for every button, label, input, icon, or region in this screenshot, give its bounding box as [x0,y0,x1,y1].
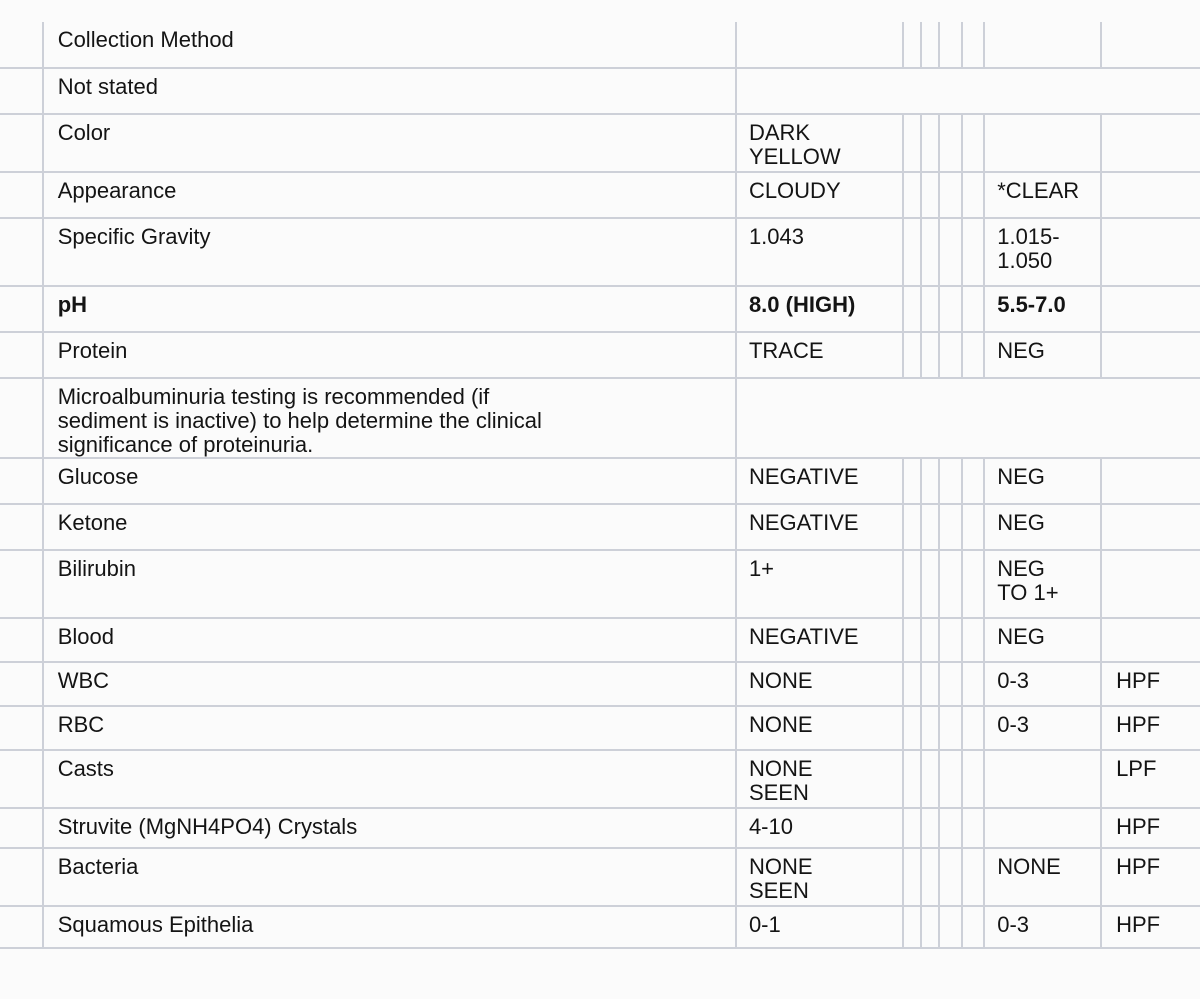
units: LPF [1116,756,1157,781]
reference-range: 0-3 [997,712,1030,737]
units: HPF [1116,668,1161,693]
reference-range: NEG [997,510,1045,535]
reference-range: 5.5-7.0 [997,292,1066,317]
test-result: 1.043 [748,224,804,249]
result-row [0,906,1200,948]
reference-range: NEG [997,338,1045,363]
result-row [0,172,1200,218]
result-row [0,114,1200,172]
test-result: CLOUDY [748,178,841,203]
units: HPF [1116,712,1161,737]
test-result: NEGATIVE [748,624,859,649]
reference-range: NEG [997,464,1045,489]
test-name: Blood [57,624,114,649]
test-result: NONE [748,668,813,693]
test-result: DARK YELLOW [748,120,841,169]
result-row [0,750,1200,808]
reference-range: 1.015- 1.050 [997,224,1060,273]
test-name: RBC [57,712,105,737]
test-name: Casts [57,756,114,781]
test-result: 4-10 [748,814,793,839]
test-result: NEGATIVE [748,510,859,535]
test-result: 8.0 (HIGH) [748,292,856,317]
test-name: Ketone [57,510,128,535]
test-result: 1+ [748,556,775,581]
test-name: Bacteria [57,854,139,879]
result-rows [0,114,1200,948]
test-result: TRACE [748,338,824,363]
reference-range: NEG [997,624,1045,649]
collection-method-label: Collection Method [57,27,234,52]
test-result: NEGATIVE [748,464,859,489]
collection-method-row [0,22,1200,68]
test-name: WBC [57,668,110,693]
urinalysis-table-wrap [0,22,1200,997]
reference-range: NONE [997,854,1061,879]
result-row [0,218,1200,286]
test-name: Specific Gravity [57,224,211,249]
test-name: Squamous Epithelia [57,912,254,937]
test-name: pH [57,292,88,317]
result-row [0,504,1200,550]
test-name: Color [57,120,111,145]
reference-range: 0-3 [997,912,1030,937]
test-name: Glucose [57,464,139,489]
test-result: NONE SEEN [748,854,813,903]
note-row [0,378,1200,458]
result-row [0,848,1200,906]
test-name: Protein [57,338,128,363]
test-name: Struvite (MgNH4PO4) Crystals [57,814,358,839]
result-row [0,618,1200,662]
test-name: Appearance [57,178,177,203]
test-result: NONE SEEN [748,756,813,805]
collection-value-row [0,68,1200,114]
result-row [0,458,1200,504]
result-row [0,706,1200,750]
note-text: Microalbuminuria testing is recommended (if sediment is inactive) to help determine the clinical significance of proteinuria. [57,384,542,457]
reference-range: 0-3 [997,668,1030,693]
collection-method-value: Not stated [57,74,158,99]
result-row [0,332,1200,378]
units: HPF [1116,854,1161,879]
result-row [0,550,1200,618]
reference-range: NEG TO 1+ [997,556,1059,605]
result-row [0,662,1200,706]
test-result: NONE [748,712,813,737]
result-row [0,286,1200,332]
test-name: Bilirubin [57,556,136,581]
units: HPF [1116,814,1161,839]
result-row [0,808,1200,848]
test-result: 0-1 [748,912,781,937]
reference-range: *CLEAR [997,178,1080,203]
urinalysis-table [0,22,1200,949]
units: HPF [1116,912,1161,937]
